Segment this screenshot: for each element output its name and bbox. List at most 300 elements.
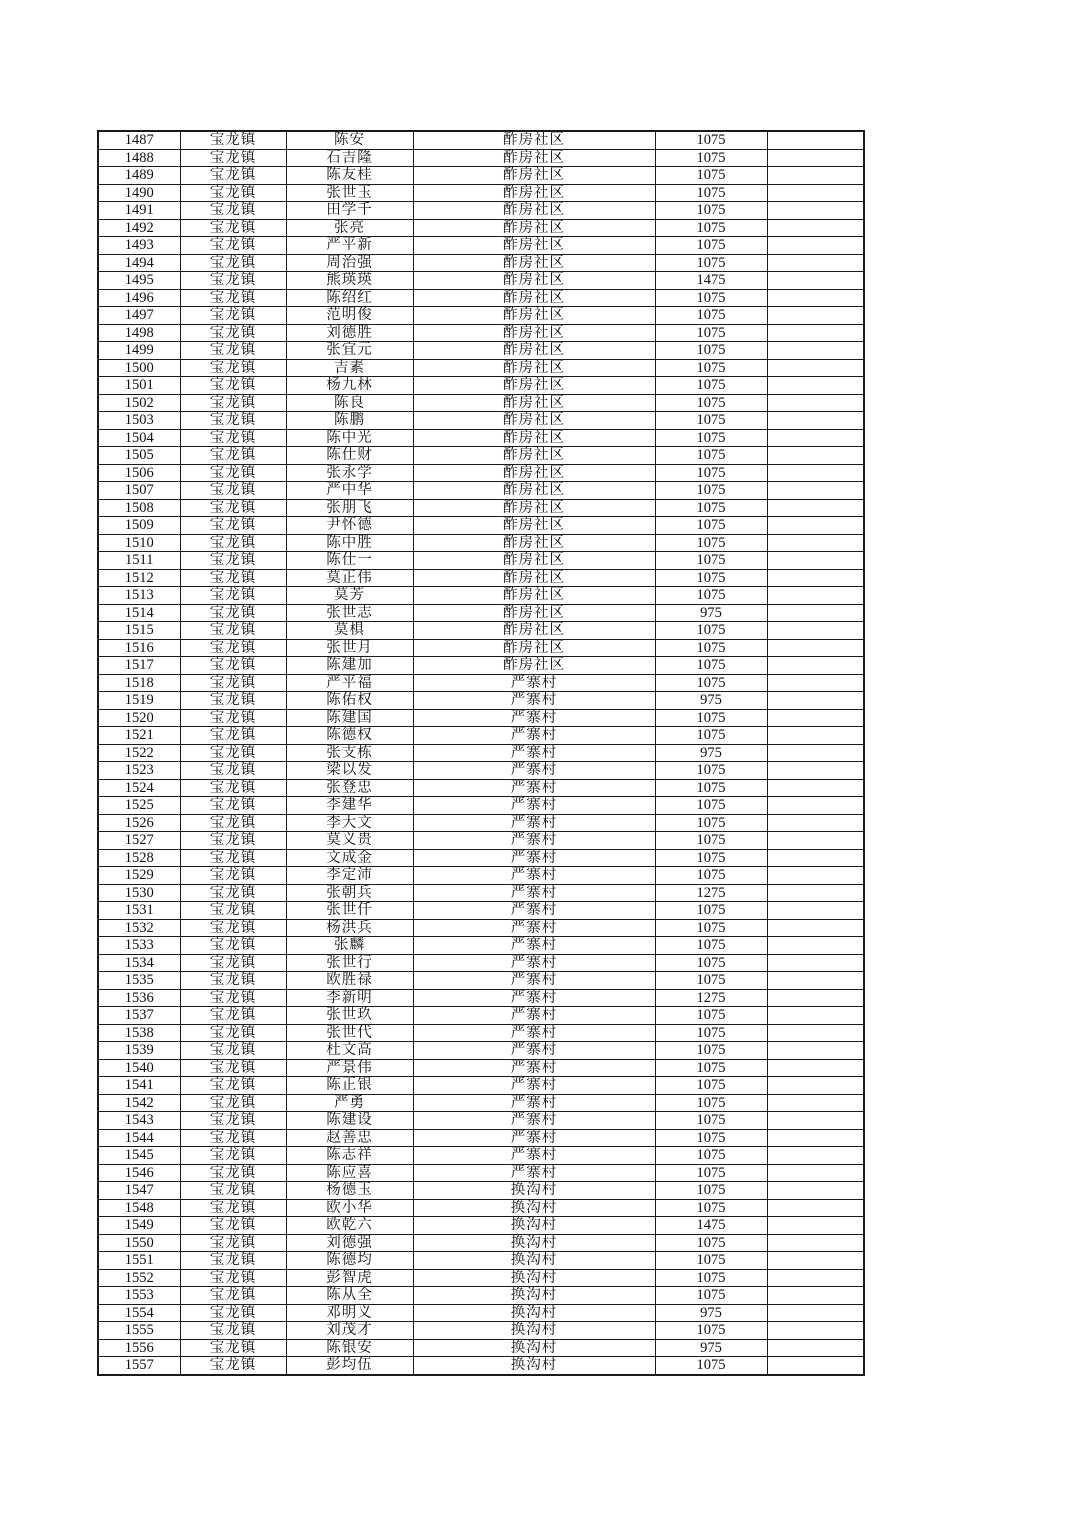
note-cell bbox=[767, 1269, 864, 1287]
amount-cell: 1075 bbox=[655, 307, 767, 325]
note-cell bbox=[767, 604, 864, 622]
name-cell: 杜文高 bbox=[286, 1042, 413, 1060]
amount-cell: 1075 bbox=[655, 937, 767, 955]
serial-number-cell: 1516 bbox=[98, 639, 180, 657]
amount-cell: 1075 bbox=[655, 429, 767, 447]
village-cell: 严寨村 bbox=[413, 1007, 655, 1025]
town-cell: 宝龙镇 bbox=[180, 902, 286, 920]
name-cell: 李建华 bbox=[286, 797, 413, 815]
serial-number-cell: 1526 bbox=[98, 814, 180, 832]
table-row bbox=[98, 692, 864, 710]
serial-number-cell: 1487 bbox=[98, 131, 180, 149]
amount-cell: 1075 bbox=[655, 587, 767, 605]
town-cell: 宝龙镇 bbox=[180, 1252, 286, 1270]
note-cell bbox=[767, 482, 864, 500]
serial-number-cell: 1514 bbox=[98, 604, 180, 622]
table-row bbox=[98, 342, 864, 360]
name-cell: 张支栋 bbox=[286, 744, 413, 762]
amount-cell: 1075 bbox=[655, 832, 767, 850]
note-cell bbox=[767, 692, 864, 710]
town-cell: 宝龙镇 bbox=[180, 1112, 286, 1130]
village-cell: 严寨村 bbox=[413, 954, 655, 972]
table-row bbox=[98, 167, 864, 185]
name-cell: 刘德胜 bbox=[286, 324, 413, 342]
name-cell: 严平新 bbox=[286, 237, 413, 255]
town-cell: 宝龙镇 bbox=[180, 587, 286, 605]
town-cell: 宝龙镇 bbox=[180, 1339, 286, 1357]
table-row bbox=[98, 727, 864, 745]
name-cell: 熊瑛瑛 bbox=[286, 272, 413, 290]
village-cell: 换沟村 bbox=[413, 1234, 655, 1252]
village-cell: 严寨村 bbox=[413, 692, 655, 710]
amount-cell: 975 bbox=[655, 744, 767, 762]
amount-cell: 1075 bbox=[655, 1112, 767, 1130]
table-row bbox=[98, 1059, 864, 1077]
note-cell bbox=[767, 237, 864, 255]
table-row bbox=[98, 797, 864, 815]
name-cell: 陈仕一 bbox=[286, 552, 413, 570]
town-cell: 宝龙镇 bbox=[180, 832, 286, 850]
note-cell bbox=[767, 709, 864, 727]
serial-number-cell: 1495 bbox=[98, 272, 180, 290]
serial-number-cell: 1528 bbox=[98, 849, 180, 867]
table-row bbox=[98, 1252, 864, 1270]
village-cell: 酢房社区 bbox=[413, 569, 655, 587]
town-cell: 宝龙镇 bbox=[180, 1147, 286, 1165]
village-cell: 酢房社区 bbox=[413, 149, 655, 167]
name-cell: 欧乾六 bbox=[286, 1217, 413, 1235]
serial-number-cell: 1523 bbox=[98, 762, 180, 780]
note-cell bbox=[767, 622, 864, 640]
town-cell: 宝龙镇 bbox=[180, 499, 286, 517]
table-row bbox=[98, 517, 864, 535]
town-cell: 宝龙镇 bbox=[180, 972, 286, 990]
amount-cell: 975 bbox=[655, 604, 767, 622]
town-cell: 宝龙镇 bbox=[180, 412, 286, 430]
name-cell: 陈安 bbox=[286, 131, 413, 149]
table-row bbox=[98, 394, 864, 412]
village-cell: 严寨村 bbox=[413, 814, 655, 832]
name-cell: 李新明 bbox=[286, 989, 413, 1007]
town-cell: 宝龙镇 bbox=[180, 552, 286, 570]
table-row bbox=[98, 814, 864, 832]
serial-number-cell: 1537 bbox=[98, 1007, 180, 1025]
town-cell: 宝龙镇 bbox=[180, 219, 286, 237]
village-cell: 酢房社区 bbox=[413, 412, 655, 430]
note-cell bbox=[767, 1199, 864, 1217]
table-row bbox=[98, 832, 864, 850]
table-row bbox=[98, 1357, 864, 1375]
table-row bbox=[98, 779, 864, 797]
serial-number-cell: 1504 bbox=[98, 429, 180, 447]
amount-cell: 1075 bbox=[655, 954, 767, 972]
note-cell bbox=[767, 867, 864, 885]
village-cell: 酢房社区 bbox=[413, 482, 655, 500]
amount-cell: 1075 bbox=[655, 762, 767, 780]
village-cell: 换沟村 bbox=[413, 1217, 655, 1235]
village-cell: 严寨村 bbox=[413, 989, 655, 1007]
village-cell: 酢房社区 bbox=[413, 622, 655, 640]
table-row bbox=[98, 429, 864, 447]
village-cell: 酢房社区 bbox=[413, 534, 655, 552]
name-cell: 李定沛 bbox=[286, 867, 413, 885]
town-cell: 宝龙镇 bbox=[180, 1007, 286, 1025]
note-cell bbox=[767, 1129, 864, 1147]
table-row bbox=[98, 902, 864, 920]
table-row bbox=[98, 1129, 864, 1147]
amount-cell: 975 bbox=[655, 1339, 767, 1357]
town-cell: 宝龙镇 bbox=[180, 1129, 286, 1147]
serial-number-cell: 1533 bbox=[98, 937, 180, 955]
table-row bbox=[98, 657, 864, 675]
amount-cell: 1075 bbox=[655, 779, 767, 797]
table-row bbox=[98, 972, 864, 990]
note-cell bbox=[767, 937, 864, 955]
village-cell: 酢房社区 bbox=[413, 587, 655, 605]
note-cell bbox=[767, 902, 864, 920]
serial-number-cell: 1543 bbox=[98, 1112, 180, 1130]
note-cell bbox=[767, 447, 864, 465]
name-cell: 杨九林 bbox=[286, 377, 413, 395]
name-cell: 杨德玉 bbox=[286, 1182, 413, 1200]
table-row bbox=[98, 954, 864, 972]
note-cell bbox=[767, 394, 864, 412]
note-cell bbox=[767, 202, 864, 220]
village-cell: 酢房社区 bbox=[413, 237, 655, 255]
note-cell bbox=[767, 762, 864, 780]
table-row bbox=[98, 919, 864, 937]
serial-number-cell: 1541 bbox=[98, 1077, 180, 1095]
name-cell: 莫芳 bbox=[286, 587, 413, 605]
table-row bbox=[98, 1147, 864, 1165]
name-cell: 欧小华 bbox=[286, 1199, 413, 1217]
village-cell: 酢房社区 bbox=[413, 447, 655, 465]
village-cell: 换沟村 bbox=[413, 1304, 655, 1322]
town-cell: 宝龙镇 bbox=[180, 464, 286, 482]
amount-cell: 1075 bbox=[655, 1234, 767, 1252]
name-cell: 彭均伍 bbox=[286, 1357, 413, 1375]
village-cell: 严寨村 bbox=[413, 919, 655, 937]
note-cell bbox=[767, 639, 864, 657]
serial-number-cell: 1521 bbox=[98, 727, 180, 745]
table-row bbox=[98, 289, 864, 307]
table-row bbox=[98, 1077, 864, 1095]
note-cell bbox=[767, 1217, 864, 1235]
note-cell bbox=[767, 324, 864, 342]
name-cell: 张麟 bbox=[286, 937, 413, 955]
village-cell: 严寨村 bbox=[413, 674, 655, 692]
note-cell bbox=[767, 167, 864, 185]
serial-number-cell: 1554 bbox=[98, 1304, 180, 1322]
table-row bbox=[98, 377, 864, 395]
serial-number-cell: 1538 bbox=[98, 1024, 180, 1042]
name-cell: 陈中光 bbox=[286, 429, 413, 447]
table-row bbox=[98, 464, 864, 482]
name-cell: 梁以发 bbox=[286, 762, 413, 780]
amount-cell: 1075 bbox=[655, 1024, 767, 1042]
serial-number-cell: 1492 bbox=[98, 219, 180, 237]
amount-cell: 1275 bbox=[655, 884, 767, 902]
note-cell bbox=[767, 184, 864, 202]
amount-cell: 1075 bbox=[655, 814, 767, 832]
amount-cell: 1075 bbox=[655, 254, 767, 272]
table-row bbox=[98, 1199, 864, 1217]
records-table bbox=[97, 130, 865, 1376]
town-cell: 宝龙镇 bbox=[180, 342, 286, 360]
town-cell: 宝龙镇 bbox=[180, 307, 286, 325]
note-cell bbox=[767, 219, 864, 237]
name-cell: 陈仕财 bbox=[286, 447, 413, 465]
amount-cell: 1075 bbox=[655, 394, 767, 412]
amount-cell: 1075 bbox=[655, 552, 767, 570]
serial-number-cell: 1545 bbox=[98, 1147, 180, 1165]
amount-cell: 1075 bbox=[655, 237, 767, 255]
serial-number-cell: 1522 bbox=[98, 744, 180, 762]
town-cell: 宝龙镇 bbox=[180, 1304, 286, 1322]
note-cell bbox=[767, 919, 864, 937]
town-cell: 宝龙镇 bbox=[180, 692, 286, 710]
table-row bbox=[98, 1339, 864, 1357]
village-cell: 酢房社区 bbox=[413, 254, 655, 272]
serial-number-cell: 1557 bbox=[98, 1357, 180, 1375]
table-row bbox=[98, 1024, 864, 1042]
village-cell: 严寨村 bbox=[413, 884, 655, 902]
table-row bbox=[98, 447, 864, 465]
village-cell: 酢房社区 bbox=[413, 307, 655, 325]
table-row bbox=[98, 709, 864, 727]
table-row bbox=[98, 412, 864, 430]
serial-number-cell: 1489 bbox=[98, 167, 180, 185]
amount-cell: 1075 bbox=[655, 972, 767, 990]
town-cell: 宝龙镇 bbox=[180, 377, 286, 395]
town-cell: 宝龙镇 bbox=[180, 1164, 286, 1182]
serial-number-cell: 1524 bbox=[98, 779, 180, 797]
table-row bbox=[98, 254, 864, 272]
note-cell bbox=[767, 517, 864, 535]
table-row bbox=[98, 867, 864, 885]
table-row bbox=[98, 937, 864, 955]
table-row bbox=[98, 639, 864, 657]
town-cell: 宝龙镇 bbox=[180, 622, 286, 640]
name-cell: 莫椇 bbox=[286, 622, 413, 640]
amount-cell: 1075 bbox=[655, 342, 767, 360]
village-cell: 酢房社区 bbox=[413, 499, 655, 517]
note-cell bbox=[767, 1322, 864, 1340]
amount-cell: 1075 bbox=[655, 482, 767, 500]
village-cell: 严寨村 bbox=[413, 797, 655, 815]
note-cell bbox=[767, 149, 864, 167]
village-cell: 酢房社区 bbox=[413, 131, 655, 149]
town-cell: 宝龙镇 bbox=[180, 989, 286, 1007]
amount-cell: 1075 bbox=[655, 1094, 767, 1112]
note-cell bbox=[767, 377, 864, 395]
table-row bbox=[98, 849, 864, 867]
town-cell: 宝龙镇 bbox=[180, 1094, 286, 1112]
serial-number-cell: 1502 bbox=[98, 394, 180, 412]
village-cell: 酢房社区 bbox=[413, 324, 655, 342]
serial-number-cell: 1494 bbox=[98, 254, 180, 272]
serial-number-cell: 1536 bbox=[98, 989, 180, 1007]
name-cell: 杨洪兵 bbox=[286, 919, 413, 937]
serial-number-cell: 1544 bbox=[98, 1129, 180, 1147]
name-cell: 陈从全 bbox=[286, 1287, 413, 1305]
serial-number-cell: 1539 bbox=[98, 1042, 180, 1060]
amount-cell: 1075 bbox=[655, 919, 767, 937]
name-cell: 周治强 bbox=[286, 254, 413, 272]
serial-number-cell: 1508 bbox=[98, 499, 180, 517]
village-cell: 严寨村 bbox=[413, 709, 655, 727]
serial-number-cell: 1499 bbox=[98, 342, 180, 360]
town-cell: 宝龙镇 bbox=[180, 254, 286, 272]
serial-number-cell: 1511 bbox=[98, 552, 180, 570]
serial-number-cell: 1540 bbox=[98, 1059, 180, 1077]
town-cell: 宝龙镇 bbox=[180, 289, 286, 307]
name-cell: 石吉隆 bbox=[286, 149, 413, 167]
note-cell bbox=[767, 884, 864, 902]
table-row bbox=[98, 762, 864, 780]
town-cell: 宝龙镇 bbox=[180, 447, 286, 465]
amount-cell: 1075 bbox=[655, 902, 767, 920]
name-cell: 李大文 bbox=[286, 814, 413, 832]
note-cell bbox=[767, 342, 864, 360]
town-cell: 宝龙镇 bbox=[180, 1077, 286, 1095]
serial-number-cell: 1493 bbox=[98, 237, 180, 255]
note-cell bbox=[767, 1234, 864, 1252]
serial-number-cell: 1529 bbox=[98, 867, 180, 885]
village-cell: 严寨村 bbox=[413, 1164, 655, 1182]
name-cell: 彭智虎 bbox=[286, 1269, 413, 1287]
serial-number-cell: 1546 bbox=[98, 1164, 180, 1182]
name-cell: 欧胜禄 bbox=[286, 972, 413, 990]
note-cell bbox=[767, 499, 864, 517]
serial-number-cell: 1496 bbox=[98, 289, 180, 307]
serial-number-cell: 1542 bbox=[98, 1094, 180, 1112]
name-cell: 张世行 bbox=[286, 954, 413, 972]
amount-cell: 1075 bbox=[655, 797, 767, 815]
amount-cell: 1075 bbox=[655, 1077, 767, 1095]
village-cell: 换沟村 bbox=[413, 1269, 655, 1287]
serial-number-cell: 1550 bbox=[98, 1234, 180, 1252]
note-cell bbox=[767, 744, 864, 762]
amount-cell: 1075 bbox=[655, 657, 767, 675]
amount-cell: 1075 bbox=[655, 447, 767, 465]
amount-cell: 1075 bbox=[655, 1059, 767, 1077]
town-cell: 宝龙镇 bbox=[180, 184, 286, 202]
name-cell: 陈正银 bbox=[286, 1077, 413, 1095]
amount-cell: 1075 bbox=[655, 377, 767, 395]
amount-cell: 1075 bbox=[655, 674, 767, 692]
town-cell: 宝龙镇 bbox=[180, 482, 286, 500]
serial-number-cell: 1506 bbox=[98, 464, 180, 482]
note-cell bbox=[767, 272, 864, 290]
note-cell bbox=[767, 131, 864, 149]
note-cell bbox=[767, 1007, 864, 1025]
serial-number-cell: 1517 bbox=[98, 657, 180, 675]
note-cell bbox=[767, 587, 864, 605]
note-cell bbox=[767, 1147, 864, 1165]
table-row bbox=[98, 237, 864, 255]
serial-number-cell: 1549 bbox=[98, 1217, 180, 1235]
amount-cell: 975 bbox=[655, 1304, 767, 1322]
town-cell: 宝龙镇 bbox=[180, 1059, 286, 1077]
name-cell: 张世玖 bbox=[286, 1007, 413, 1025]
serial-number-cell: 1515 bbox=[98, 622, 180, 640]
name-cell: 张朝兵 bbox=[286, 884, 413, 902]
serial-number-cell: 1556 bbox=[98, 1339, 180, 1357]
table-row bbox=[98, 1269, 864, 1287]
serial-number-cell: 1490 bbox=[98, 184, 180, 202]
town-cell: 宝龙镇 bbox=[180, 1234, 286, 1252]
name-cell: 刘德强 bbox=[286, 1234, 413, 1252]
table-row bbox=[98, 989, 864, 1007]
name-cell: 陈佑权 bbox=[286, 692, 413, 710]
note-cell bbox=[767, 359, 864, 377]
amount-cell: 1075 bbox=[655, 534, 767, 552]
village-cell: 换沟村 bbox=[413, 1339, 655, 1357]
table-row bbox=[98, 131, 864, 149]
serial-number-cell: 1553 bbox=[98, 1287, 180, 1305]
village-cell: 酢房社区 bbox=[413, 184, 655, 202]
amount-cell: 1075 bbox=[655, 1042, 767, 1060]
village-cell: 严寨村 bbox=[413, 937, 655, 955]
village-cell: 酢房社区 bbox=[413, 517, 655, 535]
note-cell bbox=[767, 727, 864, 745]
village-cell: 酢房社区 bbox=[413, 219, 655, 237]
serial-number-cell: 1513 bbox=[98, 587, 180, 605]
village-cell: 严寨村 bbox=[413, 972, 655, 990]
town-cell: 宝龙镇 bbox=[180, 1024, 286, 1042]
town-cell: 宝龙镇 bbox=[180, 919, 286, 937]
note-cell bbox=[767, 1112, 864, 1130]
amount-cell: 1075 bbox=[655, 1269, 767, 1287]
note-cell bbox=[767, 1164, 864, 1182]
name-cell: 严中华 bbox=[286, 482, 413, 500]
village-cell: 严寨村 bbox=[413, 867, 655, 885]
table-row bbox=[98, 1304, 864, 1322]
village-cell: 换沟村 bbox=[413, 1182, 655, 1200]
town-cell: 宝龙镇 bbox=[180, 429, 286, 447]
serial-number-cell: 1497 bbox=[98, 307, 180, 325]
village-cell: 严寨村 bbox=[413, 902, 655, 920]
serial-number-cell: 1535 bbox=[98, 972, 180, 990]
village-cell: 严寨村 bbox=[413, 1112, 655, 1130]
name-cell: 陈德均 bbox=[286, 1252, 413, 1270]
serial-number-cell: 1519 bbox=[98, 692, 180, 710]
village-cell: 严寨村 bbox=[413, 1042, 655, 1060]
town-cell: 宝龙镇 bbox=[180, 1217, 286, 1235]
table-row bbox=[98, 219, 864, 237]
amount-cell: 1475 bbox=[655, 1217, 767, 1235]
note-cell bbox=[767, 797, 864, 815]
serial-number-cell: 1518 bbox=[98, 674, 180, 692]
name-cell: 严勇 bbox=[286, 1094, 413, 1112]
village-cell: 严寨村 bbox=[413, 1077, 655, 1095]
town-cell: 宝龙镇 bbox=[180, 394, 286, 412]
amount-cell: 1075 bbox=[655, 149, 767, 167]
name-cell: 严景伟 bbox=[286, 1059, 413, 1077]
name-cell: 范明俊 bbox=[286, 307, 413, 325]
town-cell: 宝龙镇 bbox=[180, 1269, 286, 1287]
town-cell: 宝龙镇 bbox=[180, 954, 286, 972]
note-cell bbox=[767, 254, 864, 272]
name-cell: 张永学 bbox=[286, 464, 413, 482]
note-cell bbox=[767, 534, 864, 552]
serial-number-cell: 1510 bbox=[98, 534, 180, 552]
name-cell: 张登忠 bbox=[286, 779, 413, 797]
serial-number-cell: 1488 bbox=[98, 149, 180, 167]
serial-number-cell: 1512 bbox=[98, 569, 180, 587]
note-cell bbox=[767, 1077, 864, 1095]
